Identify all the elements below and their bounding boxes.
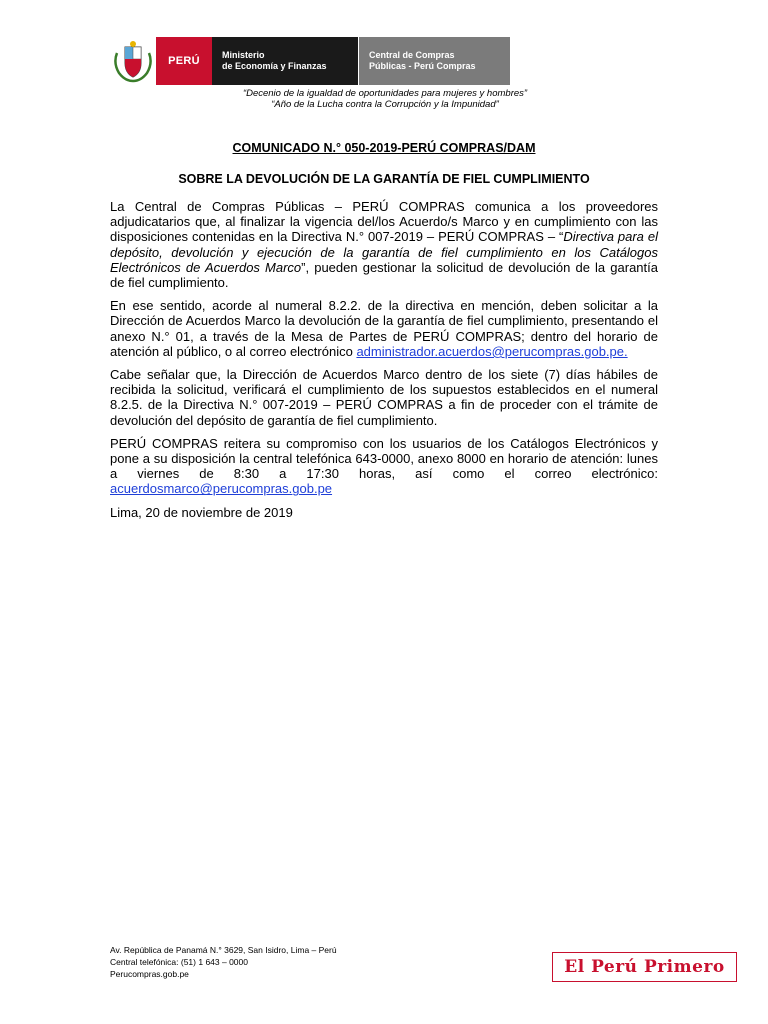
coat-of-arms-icon (110, 37, 156, 85)
document-subtitle: SOBRE LA DEVOLUCIÓN DE LA GARANTÍA DE FIEL CUMPLIMIENTO (178, 172, 590, 186)
paragraph-1 (110, 199, 658, 290)
footer-contact (110, 944, 337, 980)
date-line: Lima, 20 de noviembre de 2019 (110, 504, 293, 520)
paragraph-1-directive-title: Directiva para el depósito, devolución y ejecución de la garantía de fiel cumplimiento en los Catálogos Electrónicos de Acuerdos Marco (110, 229, 658, 275)
paragraph-2-text: En ese sentido, acorde al numeral 8.2.2. de la directiva en mención, deben solicitar a la Dirección de Acuerdos Marco la devolución de la garantía de fiel cumplimiento, presentando el anexo N.° 01, a través de la Mesa de Partes de PERÚ COMPRAS; dentro del horario de atención al público, o al correo electrónico (110, 298, 658, 359)
paragraph-1-text-a: La Central de Compras Públicas – PERÚ COMPRAS comunica a los proveedores adjudicatarios que, al finalizar la vigencia del/los Acuerdo/s Marco y en cumplimiento con las disposiciones contenidas en la Directiva N.° 007-2019 – PERÚ COMPRAS – “ (110, 199, 658, 245)
paragraph-2 (110, 298, 658, 359)
central-line-2: Públicas - Perú Compras (369, 61, 476, 71)
central-line-1: Central de Compras (369, 50, 455, 60)
footer-website: Perucompras.gob.pe (110, 969, 189, 979)
document-body (110, 199, 658, 528)
paragraph-1-text-b: ”, pueden gestionar la solicitud de devolución de la garantía de fiel cumplimiento. (110, 259, 658, 291)
header-logo-bar (110, 37, 510, 87)
ministry-line-1: Ministerio (222, 50, 265, 60)
el-peru-primero-logo: El Perú Primero (552, 952, 737, 982)
footer-address: Av. República de Panamá N.° 3629, San Isidro, Lima – Perú (110, 945, 337, 955)
peru-label: PERÚ (156, 37, 212, 85)
motto-line-2: “Año de la Lucha contra la Corrupción y la Impunidad” (271, 99, 499, 110)
footer-phone: Central telefónica: (51) 1 643 – 0000 (110, 957, 248, 967)
paragraph-4-text: PERÚ COMPRAS reitera su compromiso con los usuarios de los Catálogos Electrónicos y pone a su disposición la central telefónica 643-0000, anexo 8000 en horario de atención: lunes a viernes de 8:30 a 17:30 horas, así como el correo electrónico: (110, 435, 658, 482)
ministry-label (212, 37, 358, 85)
acuerdos-email-link[interactable]: acuerdosmarco@perucompras.gob.pe (110, 481, 333, 497)
ministry-line-2: de Economía y Finanzas (222, 61, 327, 71)
central-compras-label (358, 37, 510, 85)
paragraph-3: Cabe señalar que, la Dirección de Acuerdos Marco dentro de los siete (7) días hábiles de recibida la solicitud, verificará el cumplimiento de los supuestos establecidos en el numeral 8.2.5. de la Directiva N.° 007-2019 – PERÚ COMPRAS a fin de proceder con el trámite de devolución del depósito de garantía de fiel cumplimiento. (110, 367, 658, 428)
motto-line-1: “Decenio de la igualdad de oportunidades para mujeres y hombres” (242, 88, 528, 99)
admin-email-link[interactable]: administrador.acuerdos@perucompras.gob.pe. (356, 343, 628, 359)
official-mottos (215, 88, 555, 110)
paragraph-4 (110, 436, 658, 497)
document-title: COMUNICADO N.° 050-2019-PERÚ COMPRAS/DAM (232, 141, 536, 155)
